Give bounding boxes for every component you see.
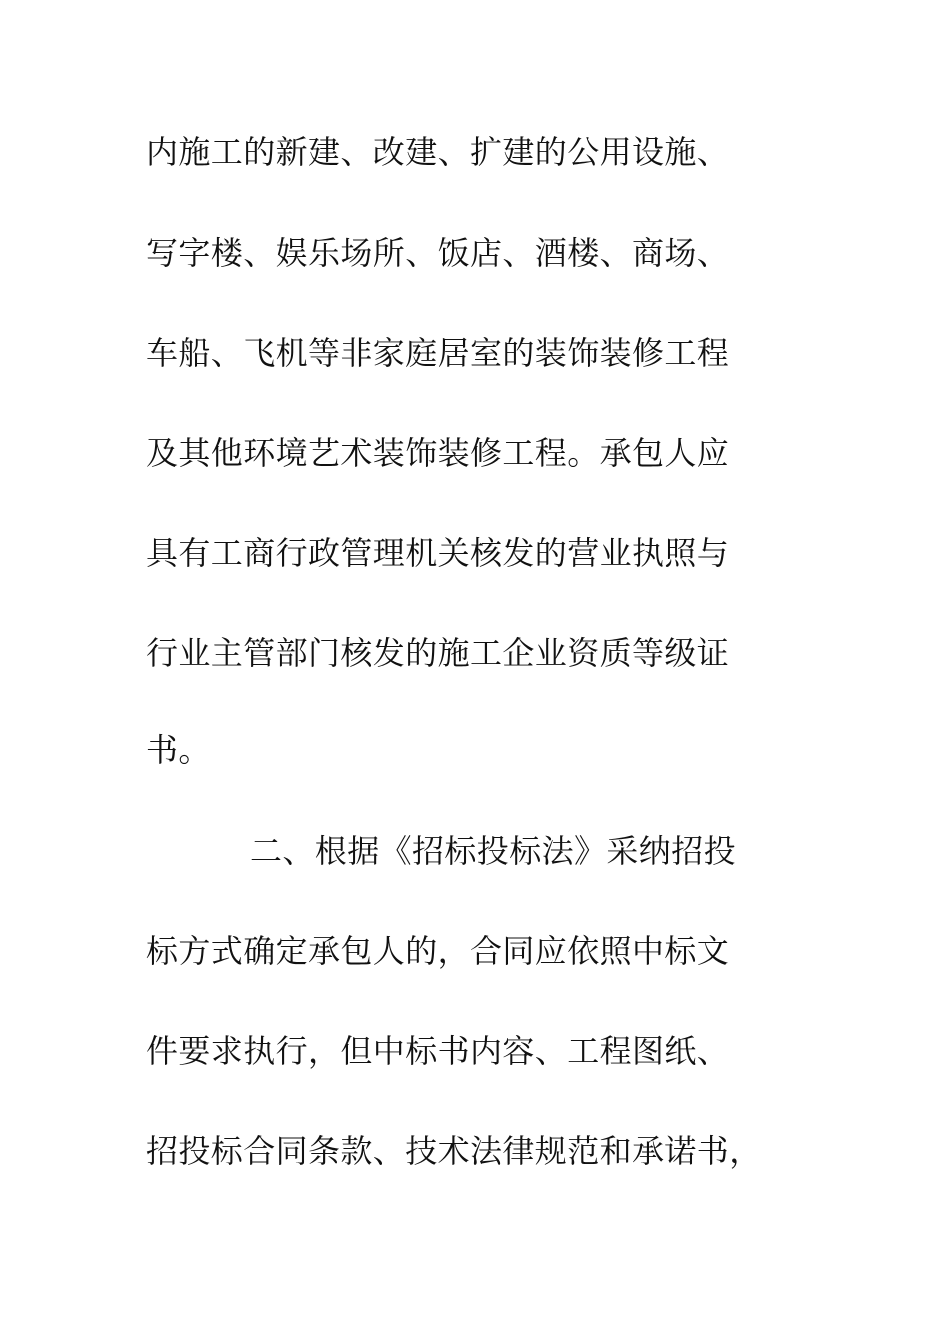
- paragraph-first-line: 二、根据《招标投标法》采纳招投: [250, 832, 737, 870]
- text-line: 书。: [146, 731, 211, 769]
- text-line: 写字楼、娱乐场所、饭店、酒楼、商场、: [146, 234, 730, 272]
- text-line: 招投标合同条款、技术法律规范和承诺书，: [146, 1132, 762, 1170]
- text-line: 内施工的新建、改建、扩建的公用设施、: [146, 133, 730, 171]
- text-line: 行业主管部门核发的施工企业资质等级证: [146, 634, 730, 672]
- text-line: 标方式确定承包人的，合同应依照中标文: [146, 932, 730, 970]
- text-line: 具有工商行政管理机关核发的营业执照与: [146, 534, 730, 572]
- text-line: 及其他环境艺术装饰装修工程。承包人应: [146, 434, 730, 472]
- text-line: 车船、飞机等非家庭居室的装饰装修工程: [146, 334, 730, 372]
- text-line: 件要求执行，但中标书内容、工程图纸、: [146, 1032, 730, 1070]
